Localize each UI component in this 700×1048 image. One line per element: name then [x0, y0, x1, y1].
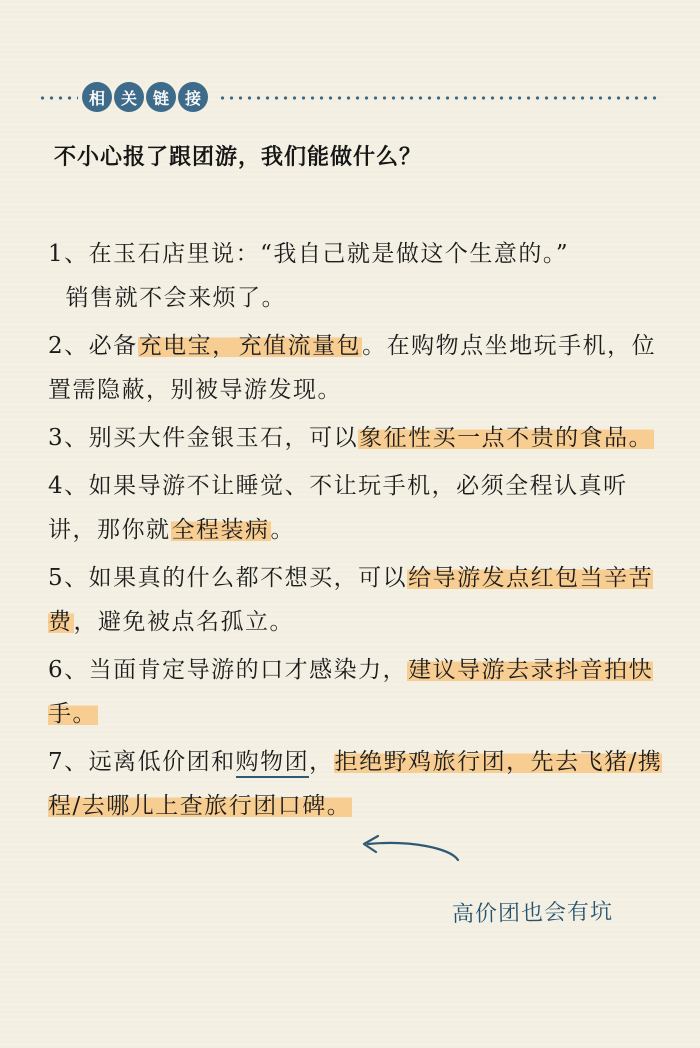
tip-text: 4、如果导游不让睡觉、不让玩手机，必须全程认真听讲，那你就 [48, 473, 628, 543]
tip-text: 6、当面肯定导游的口才感染力， [48, 657, 408, 683]
tip-text: 。在购物点坐地玩手机，位置需隐蔽，别被导游发现。 [48, 333, 657, 403]
tag-char: 接 [178, 82, 208, 112]
page-title: 不小心报了跟团游，我们能做什么？ [54, 145, 423, 170]
tips-list [48, 232, 668, 832]
related-links-tag [82, 82, 208, 112]
underlined-text: 购物团 [236, 749, 310, 778]
tag-char: 相 [82, 82, 112, 112]
highlighted-text: 拒绝野鸡旅行团，先去飞猪/携程/去哪儿上查旅行团口碑。 [48, 749, 663, 819]
dotted-divider-left [38, 96, 78, 100]
tip-item [48, 416, 668, 460]
tip-text: 1、在玉石店里说：“我自己就是做这个生意的。” [48, 241, 570, 267]
dotted-divider-right [218, 96, 662, 100]
tip-item [48, 324, 668, 412]
highlighted-text: 充值流量包 [238, 333, 362, 359]
highlighted-text: 全程装病 [171, 517, 270, 543]
highlighted-text: 给导游发点红包当辛苦费 [48, 565, 654, 635]
tip-text: 2、必备 [48, 333, 138, 359]
highlighted-text: 建议导游去录抖音拍快手。 [48, 657, 654, 727]
tip-item [48, 740, 668, 828]
tip-text: ， [309, 749, 334, 775]
hand-drawn-arrow-icon [340, 826, 470, 866]
tip-item [48, 648, 668, 736]
tip-text: 销售就不会来烦了。 [48, 285, 287, 311]
highlighted-text: 象征性买一点不贵的食品。 [359, 425, 654, 451]
tag-char: 链 [146, 82, 176, 112]
tip-text: 。 [270, 517, 295, 543]
tip-item [48, 464, 668, 552]
tip-item [48, 556, 668, 644]
tip-text: ，避免被点名孤立。 [73, 609, 294, 635]
tip-text: 7、远离低价团和 [48, 749, 236, 775]
tip-text: 3、别买大件金银玉石，可以 [48, 425, 359, 451]
tip-item [48, 232, 668, 320]
highlighted-text: 充电宝， [138, 333, 237, 359]
tag-char: 关 [114, 82, 144, 112]
handwritten-note: 高价团也会有坑 [451, 899, 614, 928]
tip-text: 5、如果真的什么都不想买，可以 [48, 565, 408, 591]
